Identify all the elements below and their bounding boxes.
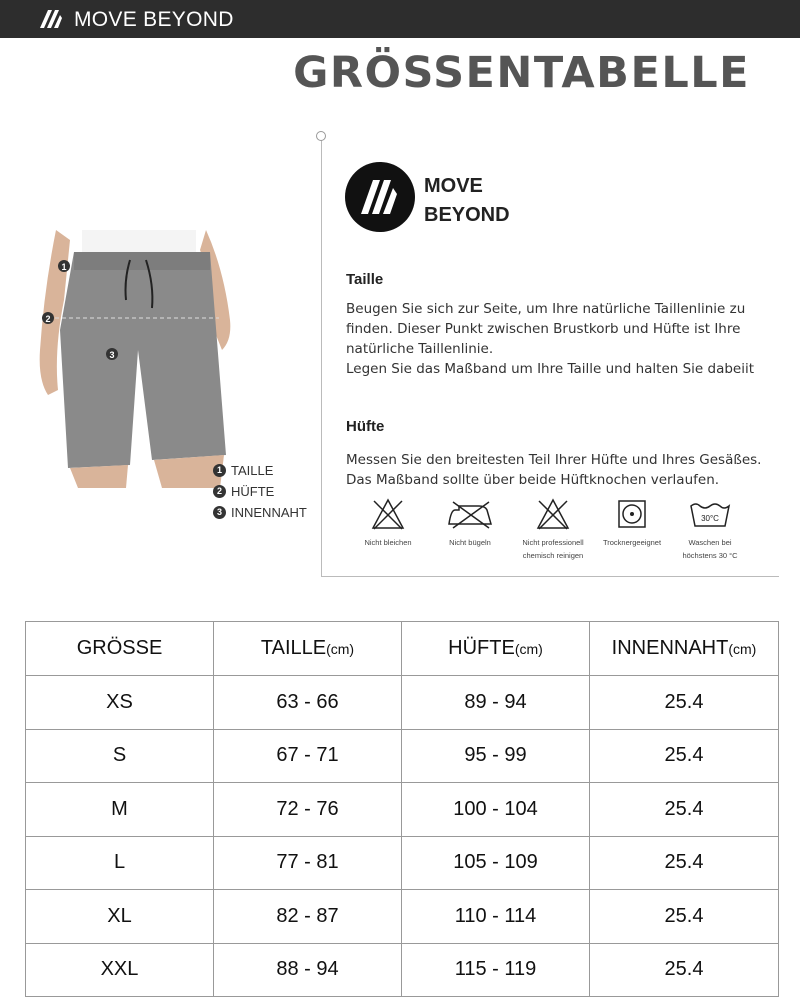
table-cell: 25.4 <box>590 783 779 837</box>
page-title: GRÖSSENTABELLE <box>293 48 750 98</box>
table-row <box>26 836 779 890</box>
taille-line: finden. Dieser Punkt zwischen Brustkorb und Hüfte ist Ihre <box>346 321 741 337</box>
table-cell: 67 - 71 <box>214 729 402 783</box>
measurement-legend <box>213 460 307 523</box>
legend-number: 1 <box>213 464 226 477</box>
header-groesse: GRÖSSE <box>26 622 214 676</box>
huefte-line: Messen Sie den breitesten Teil Ihrer Hüfte und Ihres Gesäßes. <box>346 452 762 468</box>
legend-item <box>213 481 307 502</box>
table-cell: 100 - 104 <box>402 783 590 837</box>
table-header-row <box>26 622 779 676</box>
table-row <box>26 890 779 944</box>
care-item <box>430 498 510 549</box>
table-cell: 25.4 <box>590 729 779 783</box>
table-cell: 89 - 94 <box>402 676 590 730</box>
header-huefte: HÜFTE(cm) <box>402 622 590 676</box>
care-label: Nicht bügeln <box>449 538 491 547</box>
header-innennaht: INNENNAHT(cm) <box>590 622 779 676</box>
huefte-description <box>346 450 776 490</box>
care-item <box>348 498 428 549</box>
care-label: Waschen bei <box>688 538 732 547</box>
table-cell: 72 - 76 <box>214 783 402 837</box>
panel-corner-dot <box>316 131 326 141</box>
no-iron-icon <box>445 498 495 530</box>
table-cell: 115 - 119 <box>402 943 590 997</box>
table-row <box>26 783 779 837</box>
table-cell: 25.4 <box>590 943 779 997</box>
svg-text:2: 2 <box>45 314 51 324</box>
huefte-line: Das Maßband sollte über beide Hüftknochen verlaufen. <box>346 472 720 488</box>
huefte-heading: Hüfte <box>346 418 385 435</box>
legend-label: TAILLE <box>231 463 274 478</box>
table-cell: 110 - 114 <box>402 890 590 944</box>
shorts-model-figure <box>34 230 239 488</box>
care-item <box>670 498 750 562</box>
size-table <box>25 621 779 997</box>
care-item <box>513 498 593 562</box>
table-cell: XXL <box>26 943 214 997</box>
tumble-dry-icon <box>616 498 648 530</box>
table-cell: 25.4 <box>590 836 779 890</box>
taille-line: Beugen Sie sich zur Seite, um Ihre natürliche Taillenlinie zu <box>346 301 746 317</box>
svg-text:1: 1 <box>61 262 67 272</box>
panel-brand-line: MOVE <box>424 175 483 197</box>
table-cell: 25.4 <box>590 890 779 944</box>
panel-brand-name <box>424 172 510 230</box>
header-taille: TAILLE(cm) <box>214 622 402 676</box>
svg-text:3: 3 <box>109 350 115 360</box>
legend-number: 3 <box>213 506 226 519</box>
care-label: chemisch reinigen <box>522 551 584 560</box>
wash-30-icon <box>688 498 732 530</box>
table-cell: 88 - 94 <box>214 943 402 997</box>
legend-number: 2 <box>213 485 226 498</box>
no-bleach-icon <box>371 498 405 530</box>
care-label: Nicht bleichen <box>364 538 412 547</box>
taille-line: Legen Sie das Maßband um Ihre Taille und halten Sie dabeiit <box>346 361 755 377</box>
legend-item <box>213 460 307 481</box>
table-cell: S <box>26 729 214 783</box>
table-row <box>26 729 779 783</box>
panel-brand-line: BEYOND <box>424 204 510 226</box>
brand-name: MOVE BEYOND <box>74 8 234 31</box>
brand-circle-logo-icon <box>345 162 415 232</box>
table-cell: M <box>26 783 214 837</box>
table-cell: 77 - 81 <box>214 836 402 890</box>
care-label: Nicht professionell <box>522 538 584 547</box>
table-cell: 105 - 109 <box>402 836 590 890</box>
care-label: höchstens 30 °C <box>682 551 738 560</box>
no-dry-clean-icon <box>536 498 570 530</box>
care-label: Trocknergeeignet <box>602 538 662 547</box>
care-instructions <box>352 498 772 568</box>
table-cell: XL <box>26 890 214 944</box>
table-cell: 95 - 99 <box>402 729 590 783</box>
table-cell: XS <box>26 676 214 730</box>
table-cell: 25.4 <box>590 676 779 730</box>
table-row <box>26 676 779 730</box>
taille-line: natürliche Taillenlinie. <box>346 341 494 357</box>
table-row <box>26 943 779 997</box>
table-cell: 82 - 87 <box>214 890 402 944</box>
legend-label: INNENNAHT <box>231 505 307 520</box>
table-body <box>26 676 779 997</box>
wash-temp-label: 30°C <box>701 514 719 523</box>
table-cell: L <box>26 836 214 890</box>
brand-logo-icon <box>38 6 64 32</box>
table-cell: 63 - 66 <box>214 676 402 730</box>
care-item <box>592 498 672 549</box>
taille-description <box>346 299 776 379</box>
taille-heading: Taille <box>346 271 384 288</box>
legend-label: HÜFTE <box>231 484 275 499</box>
legend-item <box>213 502 307 523</box>
top-bar <box>0 0 800 38</box>
